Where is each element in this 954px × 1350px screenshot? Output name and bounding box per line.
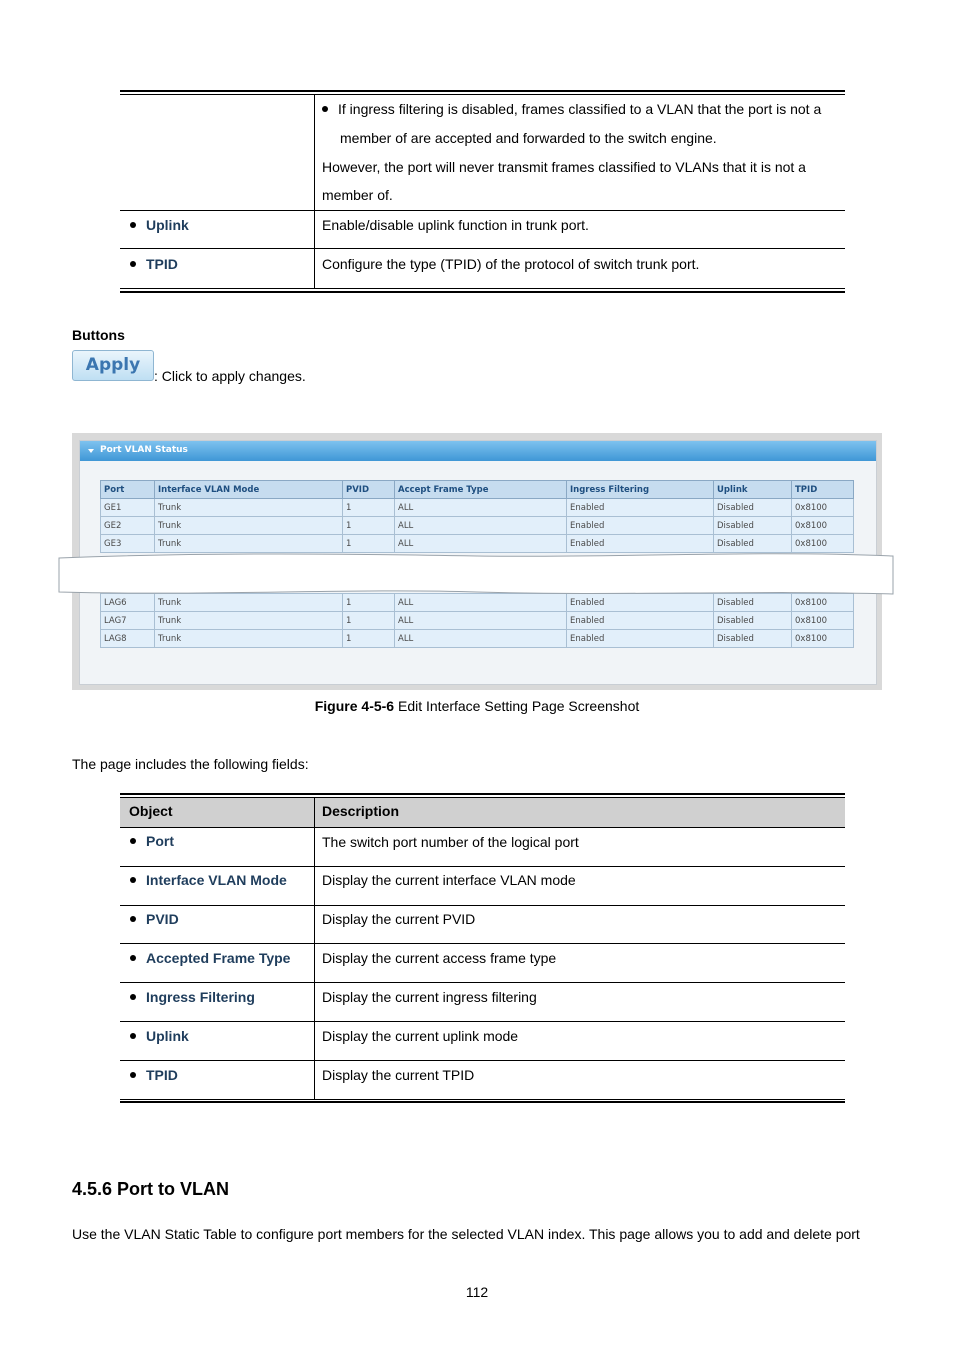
cell: GE1 <box>101 499 155 517</box>
row-divider <box>120 1021 845 1022</box>
header-object: Object <box>129 803 173 819</box>
buttons-heading: Buttons <box>72 327 125 343</box>
cell: 1 <box>343 517 395 535</box>
description-cell: The switch port number of the logical port <box>322 834 579 850</box>
section-body: Use the VLAN Static Table to configure port members for the selected VLAN index. This page allows you to add and delete port <box>72 1226 860 1242</box>
table-top-rule-thin <box>120 797 845 798</box>
description-cell: Display the current access frame type <box>322 950 557 966</box>
object-label: Port <box>146 833 174 849</box>
cell: ALL <box>395 630 567 648</box>
object-cell <box>130 217 189 233</box>
cell: Disabled <box>714 517 792 535</box>
figure-text: Edit Interface Setting Page Screenshot <box>394 698 640 714</box>
cell: Enabled <box>567 535 714 553</box>
figure-label: Figure 4-5-6 <box>314 698 395 714</box>
bullet-icon <box>130 877 136 883</box>
cell: 0x8100 <box>792 630 854 648</box>
object-cell <box>130 256 178 272</box>
continued-bullet-line2: member of are accepted and forwarded to the switch engine. <box>340 130 717 146</box>
object-cell <box>130 833 174 849</box>
table-bottom-rule-thin <box>120 288 845 289</box>
cell: GE3 <box>101 535 155 553</box>
bullet-icon <box>130 916 136 922</box>
object-label: Uplink <box>146 217 189 233</box>
description-cell: Enable/disable uplink function in trunk port. <box>322 217 589 233</box>
apply-button[interactable]: Apply <box>72 350 154 381</box>
row-divider <box>120 210 845 211</box>
object-label: Accepted Frame Type <box>146 950 291 966</box>
cell: 1 <box>343 630 395 648</box>
table-header-row <box>101 481 854 499</box>
object-cell <box>130 1067 178 1083</box>
col-header: PVID <box>343 481 395 499</box>
description-cell: Display the current ingress filtering <box>322 989 537 1005</box>
table-top-rule <box>120 793 845 795</box>
table-header <box>120 797 845 827</box>
object-label: TPID <box>146 256 178 272</box>
cell: LAG8 <box>101 630 155 648</box>
object-label: Uplink <box>146 1028 189 1044</box>
column-divider <box>314 797 315 1100</box>
object-cell <box>130 1028 189 1044</box>
cell: ALL <box>395 594 567 612</box>
object-cell <box>130 872 287 888</box>
row-divider <box>120 982 845 983</box>
cell: Trunk <box>155 612 343 630</box>
cell: 0x8100 <box>792 612 854 630</box>
object-cell <box>130 989 255 1005</box>
cell: 1 <box>343 535 395 553</box>
bullet-icon <box>130 261 136 267</box>
cell: Disabled <box>714 499 792 517</box>
col-header: Port <box>101 481 155 499</box>
cell: Enabled <box>567 499 714 517</box>
bullet-icon <box>130 1033 136 1039</box>
row-divider <box>120 248 845 249</box>
description-cell: Display the current interface VLAN mode <box>322 872 576 888</box>
cell: Trunk <box>155 594 343 612</box>
section-heading: 4.5.6 Port to VLAN <box>72 1179 230 1199</box>
table-bottom-rule-thin <box>120 1099 845 1100</box>
description-cell: Configure the type (TPID) of the protocol of switch trunk port. <box>322 256 700 272</box>
cell: ALL <box>395 517 567 535</box>
cell: LAG7 <box>101 612 155 630</box>
page-number: 112 <box>465 1284 489 1300</box>
object-label: Interface VLAN Mode <box>146 872 287 888</box>
object-cell <box>130 911 179 927</box>
cell: ALL <box>395 499 567 517</box>
column-divider <box>314 95 315 289</box>
bullet-icon <box>130 955 136 961</box>
table-row <box>101 612 854 630</box>
table-bottom-rule <box>120 1101 845 1103</box>
col-header: Ingress Filtering <box>567 481 714 499</box>
cell: Enabled <box>567 612 714 630</box>
bullet-icon <box>322 106 328 112</box>
header-divider <box>120 827 845 828</box>
table-top-rule <box>120 90 845 92</box>
continued-bullet-text: If ingress filtering is disabled, frames classified to a VLAN that the port is not a <box>338 101 822 117</box>
cell: Disabled <box>714 594 792 612</box>
cell: Disabled <box>714 612 792 630</box>
figure-caption <box>0 696 954 716</box>
bullet-icon <box>130 222 136 228</box>
panel-header[interactable] <box>80 441 876 461</box>
bullet-icon <box>130 838 136 844</box>
col-header: TPID <box>792 481 854 499</box>
table-row <box>101 499 854 517</box>
table-row <box>101 517 854 535</box>
object-label: Ingress Filtering <box>146 989 255 1005</box>
col-header: Uplink <box>714 481 792 499</box>
cell: 0x8100 <box>792 535 854 553</box>
header-description: Description <box>322 803 400 819</box>
port-vlan-table-top <box>100 480 854 553</box>
intro-text: The page includes the following fields: <box>72 756 309 772</box>
cell: 1 <box>343 612 395 630</box>
continued-bullet <box>322 99 821 119</box>
description-cell: Display the current TPID <box>322 1067 475 1083</box>
cell: Enabled <box>567 517 714 535</box>
cell: 0x8100 <box>792 594 854 612</box>
row-divider <box>120 905 845 906</box>
cell: 1 <box>343 594 395 612</box>
cell: ALL <box>395 612 567 630</box>
torn-break-graphic <box>57 550 895 598</box>
collapse-caret-icon[interactable] <box>88 449 94 453</box>
object-label: PVID <box>146 911 179 927</box>
port-vlan-table-bottom <box>100 593 854 648</box>
apply-description: : Click to apply changes. <box>154 368 306 384</box>
bullet-icon <box>130 1072 136 1078</box>
cell: 1 <box>343 499 395 517</box>
cell: 0x8100 <box>792 499 854 517</box>
cell: LAG6 <box>101 594 155 612</box>
cell: Enabled <box>567 630 714 648</box>
table-top-rule-thin <box>120 94 845 95</box>
cell: Trunk <box>155 517 343 535</box>
cell: Disabled <box>714 630 792 648</box>
col-header: Accept Frame Type <box>395 481 567 499</box>
col-header: Interface VLAN Mode <box>155 481 343 499</box>
object-label: TPID <box>146 1067 178 1083</box>
cell: Trunk <box>155 535 343 553</box>
cell: 0x8100 <box>792 517 854 535</box>
cell: Disabled <box>714 535 792 553</box>
table-bottom-rule <box>120 291 845 293</box>
continued-paragraph-line2: member of. <box>322 187 393 203</box>
cell: Trunk <box>155 499 343 517</box>
row-divider <box>120 943 845 944</box>
description-cell: Display the current uplink mode <box>322 1028 519 1044</box>
cell: ALL <box>395 535 567 553</box>
cell: GE2 <box>101 517 155 535</box>
cell: Enabled <box>567 594 714 612</box>
continued-paragraph: However, the port will never transmit frames classified to VLANs that it is not a <box>322 159 806 175</box>
row-divider <box>120 1060 845 1061</box>
cell: Trunk <box>155 630 343 648</box>
table-row <box>101 630 854 648</box>
object-cell <box>130 950 290 966</box>
bullet-icon <box>130 994 136 1000</box>
panel-title: Port VLAN Status <box>100 445 188 455</box>
row-divider <box>120 866 845 867</box>
description-cell: Display the current PVID <box>322 911 476 927</box>
